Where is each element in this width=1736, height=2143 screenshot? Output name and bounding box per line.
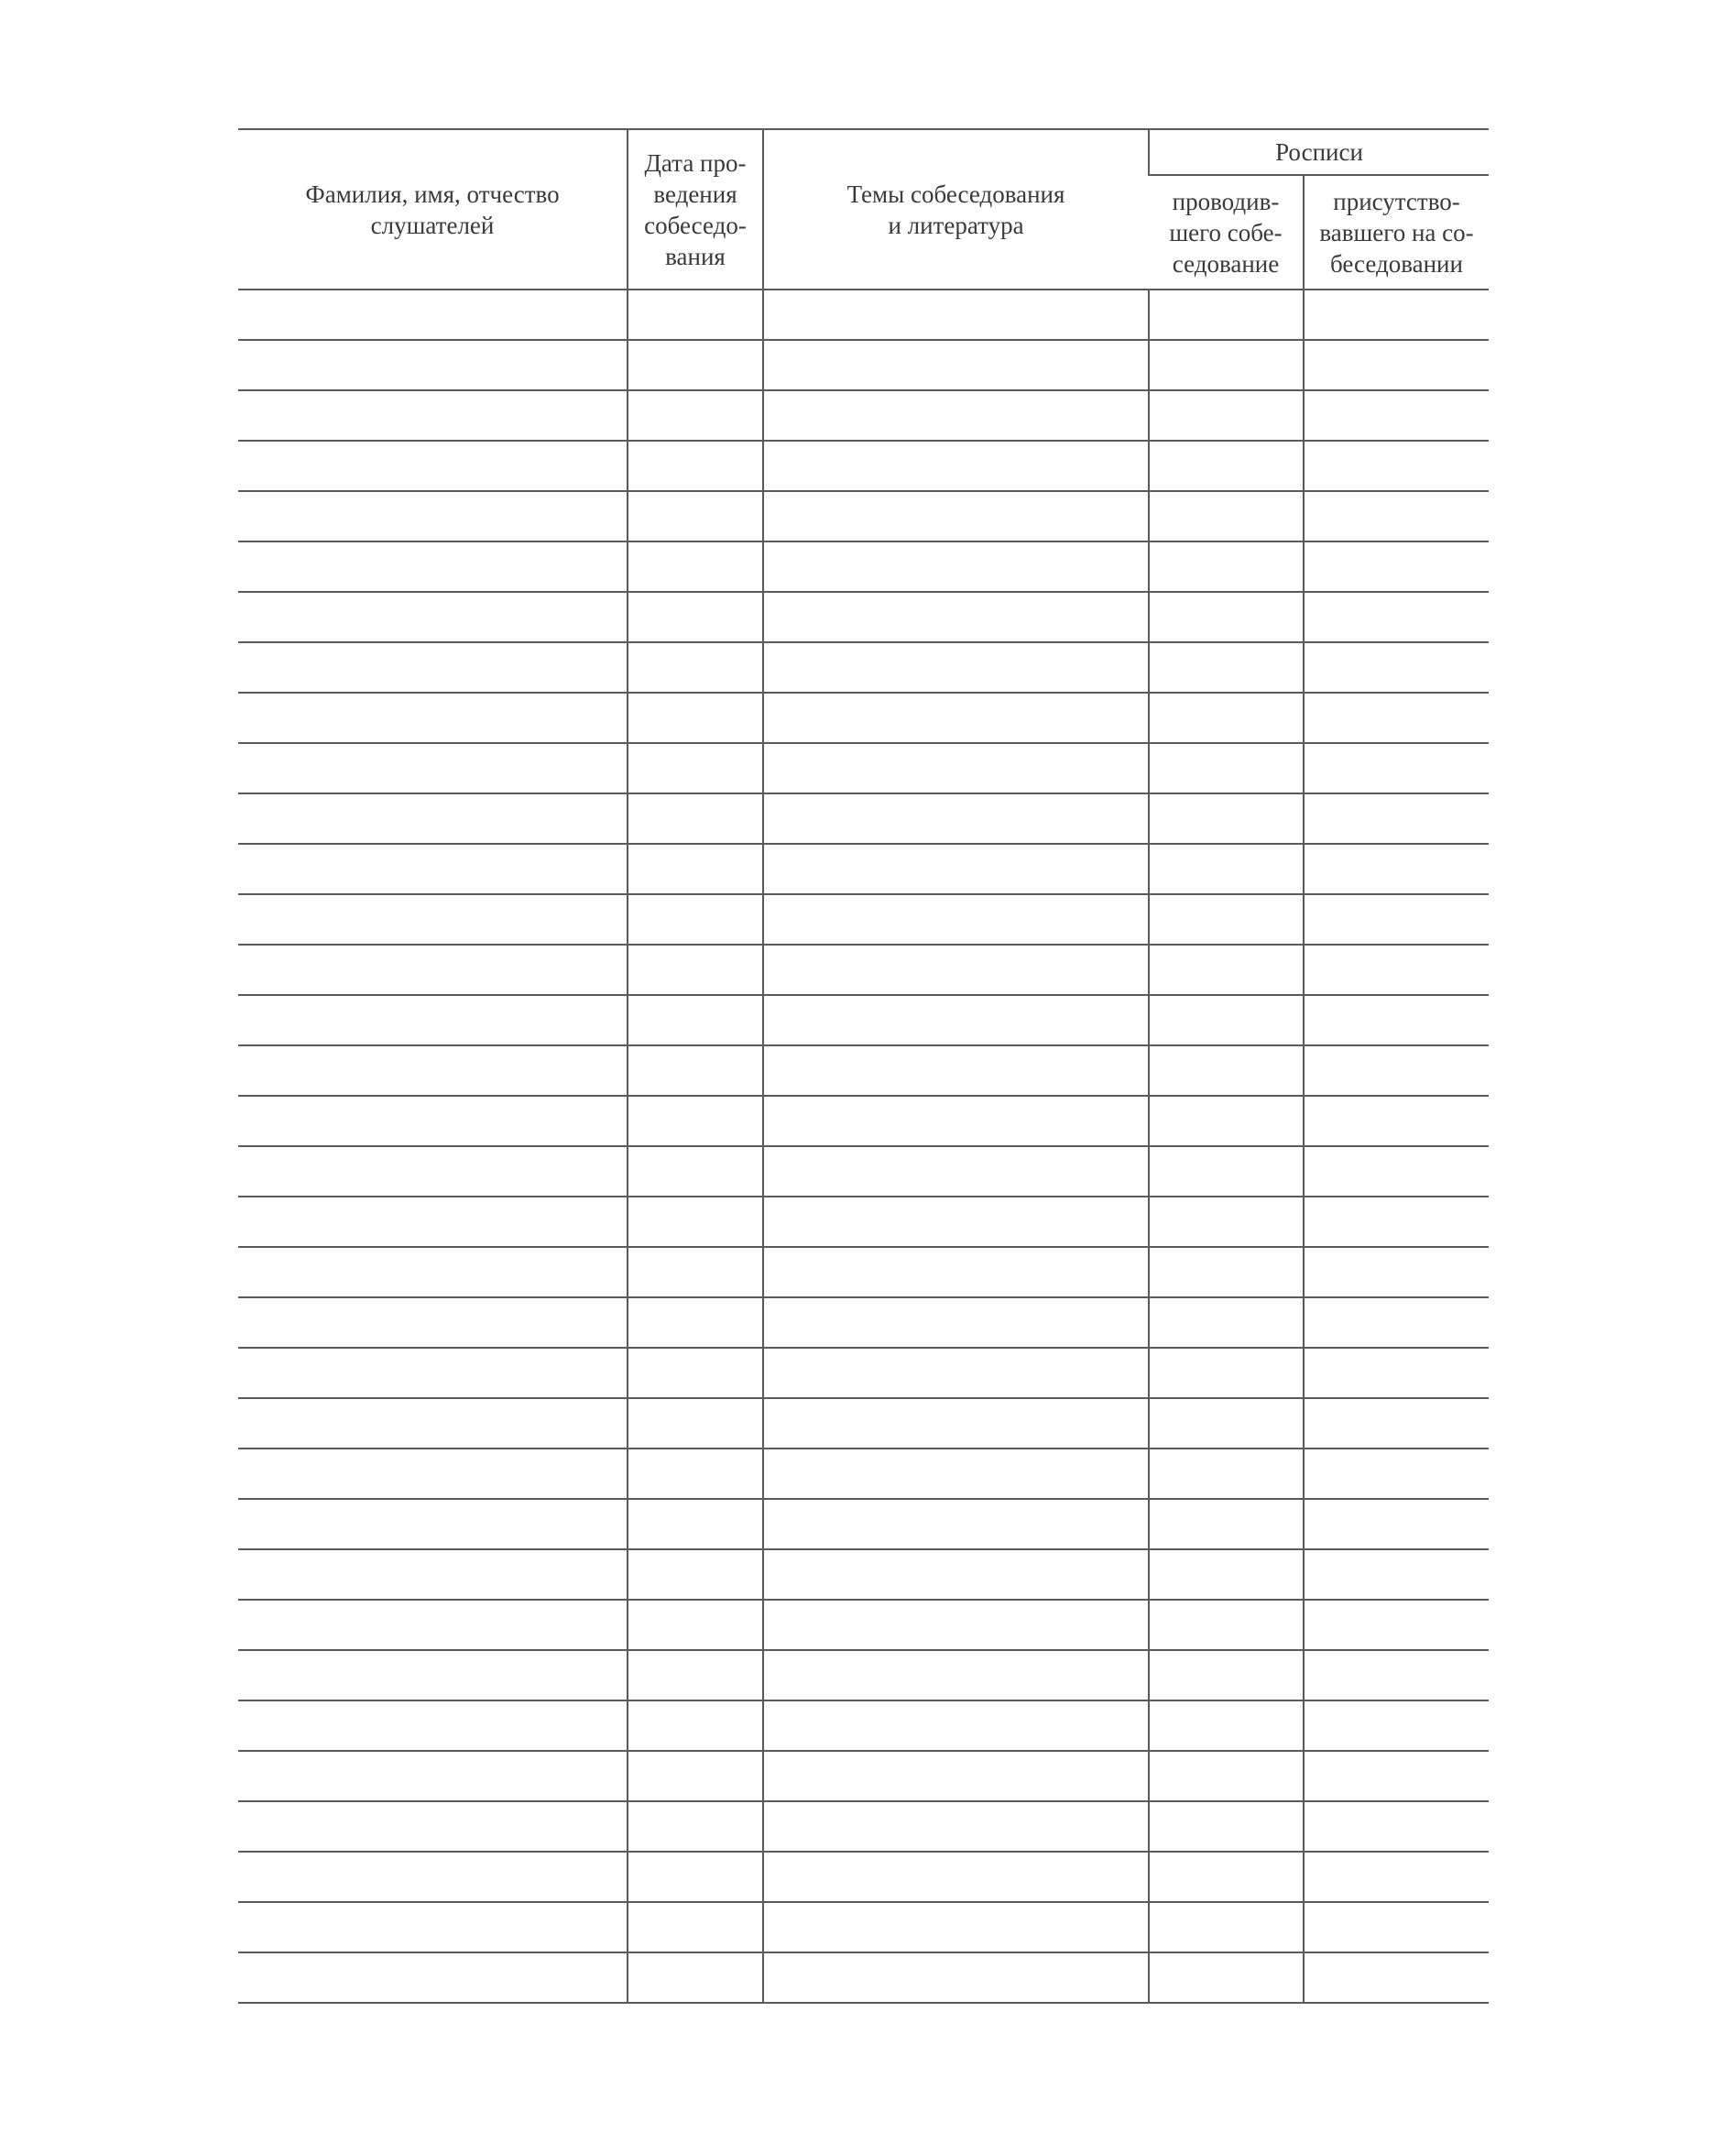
- attendee-signature-cell[interactable]: [1304, 1549, 1489, 1600]
- date-cell[interactable]: [628, 995, 763, 1045]
- date-cell[interactable]: [628, 1348, 763, 1398]
- table-row: [238, 340, 1489, 390]
- attendee-signature-cell[interactable]: [1304, 1197, 1489, 1247]
- attendee-signature-cell[interactable]: [1304, 290, 1489, 340]
- table-row: [238, 1650, 1489, 1700]
- table-row: [238, 390, 1489, 441]
- attendee-signature-cell[interactable]: [1304, 1751, 1489, 1801]
- table-row: [238, 1449, 1489, 1499]
- conductor-signature-cell[interactable]: [1149, 1398, 1304, 1449]
- conductor-signature-cell[interactable]: [1149, 1045, 1304, 1096]
- conductor-signature-cell[interactable]: [1149, 290, 1304, 340]
- header-signatures: Росписи: [1149, 129, 1489, 175]
- conductor-signature-cell[interactable]: [1149, 642, 1304, 693]
- date-cell[interactable]: [628, 1902, 763, 1952]
- attendee-signature-cell[interactable]: [1304, 642, 1489, 693]
- name-cell[interactable]: [238, 1499, 628, 1549]
- table-row: [238, 491, 1489, 541]
- table-row: [238, 743, 1489, 793]
- name-cell[interactable]: [238, 1398, 628, 1449]
- date-cell[interactable]: [628, 1801, 763, 1852]
- attendee-signature-cell[interactable]: [1304, 441, 1489, 491]
- topics-cell[interactable]: [763, 340, 1149, 390]
- conductor-signature-cell[interactable]: [1149, 1499, 1304, 1549]
- date-cell[interactable]: [628, 1549, 763, 1600]
- topics-cell[interactable]: [763, 1348, 1149, 1398]
- date-cell[interactable]: [628, 441, 763, 491]
- conductor-signature-cell[interactable]: [1149, 1146, 1304, 1197]
- name-cell[interactable]: [238, 441, 628, 491]
- header-topics-literature: Темы собеседования и литература: [763, 129, 1149, 290]
- date-cell[interactable]: [628, 290, 763, 340]
- date-cell[interactable]: [628, 1852, 763, 1902]
- conductor-signature-cell[interactable]: [1149, 1549, 1304, 1600]
- attendee-signature-cell[interactable]: [1304, 1297, 1489, 1348]
- attendee-signature-cell[interactable]: [1304, 743, 1489, 793]
- date-cell[interactable]: [628, 743, 763, 793]
- attendee-signature-cell[interactable]: [1304, 541, 1489, 592]
- name-cell[interactable]: [238, 995, 628, 1045]
- date-cell[interactable]: [628, 793, 763, 844]
- date-cell[interactable]: [628, 894, 763, 945]
- conductor-signature-cell[interactable]: [1149, 491, 1304, 541]
- table-row: [238, 441, 1489, 491]
- attendee-signature-cell[interactable]: [1304, 1902, 1489, 1952]
- conductor-signature-cell[interactable]: [1149, 1902, 1304, 1952]
- topics-cell[interactable]: [763, 1247, 1149, 1297]
- conductor-signature-cell[interactable]: [1149, 541, 1304, 592]
- table-row: [238, 1549, 1489, 1600]
- conductor-signature-cell[interactable]: [1149, 1650, 1304, 1700]
- conductor-signature-cell[interactable]: [1149, 945, 1304, 995]
- conductor-signature-cell[interactable]: [1149, 1852, 1304, 1902]
- topics-cell[interactable]: [763, 390, 1149, 441]
- conductor-signature-cell[interactable]: [1149, 1197, 1304, 1247]
- header-interview-date: Дата про- ведения собеседо- вания: [628, 129, 763, 290]
- attendee-signature-cell[interactable]: [1304, 1045, 1489, 1096]
- topics-cell[interactable]: [763, 541, 1149, 592]
- attendee-signature-cell[interactable]: [1304, 1650, 1489, 1700]
- conductor-signature-cell[interactable]: [1149, 1600, 1304, 1650]
- conductor-signature-cell[interactable]: [1149, 592, 1304, 642]
- table-row: [238, 1197, 1489, 1247]
- name-cell[interactable]: [238, 1801, 628, 1852]
- name-cell[interactable]: [238, 592, 628, 642]
- table-body: [238, 290, 1489, 2003]
- table-row: [238, 1499, 1489, 1549]
- table-row: [238, 844, 1489, 894]
- topics-cell[interactable]: [763, 1449, 1149, 1499]
- date-cell[interactable]: [628, 491, 763, 541]
- table-row: [238, 1247, 1489, 1297]
- table-row: [238, 1398, 1489, 1449]
- name-cell[interactable]: [238, 844, 628, 894]
- topics-cell[interactable]: [763, 1751, 1149, 1801]
- name-cell[interactable]: [238, 1751, 628, 1801]
- attendee-signature-cell[interactable]: [1304, 491, 1489, 541]
- conductor-signature-cell[interactable]: [1149, 793, 1304, 844]
- topics-cell[interactable]: [763, 844, 1149, 894]
- name-cell[interactable]: [238, 541, 628, 592]
- name-cell[interactable]: [238, 390, 628, 441]
- date-cell[interactable]: [628, 1751, 763, 1801]
- attendee-signature-cell[interactable]: [1304, 894, 1489, 945]
- table-row: [238, 290, 1489, 340]
- attendee-signature-cell[interactable]: [1304, 844, 1489, 894]
- attendee-signature-cell[interactable]: [1304, 1700, 1489, 1751]
- name-cell[interactable]: [238, 340, 628, 390]
- topics-cell[interactable]: [763, 290, 1149, 340]
- name-cell[interactable]: [238, 1197, 628, 1247]
- name-cell[interactable]: [238, 1852, 628, 1902]
- table-row: [238, 1952, 1489, 2003]
- topics-cell[interactable]: [763, 1045, 1149, 1096]
- name-cell[interactable]: [238, 1146, 628, 1197]
- attendee-signature-cell[interactable]: [1304, 1600, 1489, 1650]
- header-listener-name: Фамилия, имя, отчество слушателей: [238, 129, 628, 290]
- date-cell[interactable]: [628, 1700, 763, 1751]
- name-cell[interactable]: [238, 642, 628, 693]
- name-cell[interactable]: [238, 693, 628, 743]
- date-cell[interactable]: [628, 390, 763, 441]
- conductor-signature-cell[interactable]: [1149, 693, 1304, 743]
- date-cell[interactable]: [628, 1045, 763, 1096]
- conductor-signature-cell[interactable]: [1149, 1348, 1304, 1398]
- name-cell[interactable]: [238, 1700, 628, 1751]
- topics-cell[interactable]: [763, 945, 1149, 995]
- topics-cell[interactable]: [763, 642, 1149, 693]
- table-row: [238, 693, 1489, 743]
- name-cell[interactable]: [238, 1348, 628, 1398]
- topics-cell[interactable]: [763, 1902, 1149, 1952]
- date-cell[interactable]: [628, 693, 763, 743]
- attendee-signature-cell[interactable]: [1304, 1247, 1489, 1297]
- interview-record-table: [238, 128, 1489, 2004]
- table-row: [238, 1801, 1489, 1852]
- attendee-signature-cell[interactable]: [1304, 693, 1489, 743]
- topics-cell[interactable]: [763, 1146, 1149, 1197]
- name-cell[interactable]: [238, 945, 628, 995]
- topics-cell[interactable]: [763, 1700, 1149, 1751]
- header-signature-attendee: присутство- вавшего на со- беседовании: [1304, 175, 1489, 290]
- conductor-signature-cell[interactable]: [1149, 1801, 1304, 1852]
- name-cell[interactable]: [238, 1449, 628, 1499]
- attendee-signature-cell[interactable]: [1304, 1852, 1489, 1902]
- name-cell[interactable]: [238, 491, 628, 541]
- name-cell[interactable]: [238, 1045, 628, 1096]
- attendee-signature-cell[interactable]: [1304, 1952, 1489, 2003]
- table-row: [238, 1045, 1489, 1096]
- conductor-signature-cell[interactable]: [1149, 1751, 1304, 1801]
- conductor-signature-cell[interactable]: [1149, 390, 1304, 441]
- topics-cell[interactable]: [763, 592, 1149, 642]
- conductor-signature-cell[interactable]: [1149, 995, 1304, 1045]
- attendee-signature-cell[interactable]: [1304, 1146, 1489, 1197]
- conductor-signature-cell[interactable]: [1149, 1247, 1304, 1297]
- attendee-signature-cell[interactable]: [1304, 390, 1489, 441]
- topics-cell[interactable]: [763, 1499, 1149, 1549]
- date-cell[interactable]: [628, 1096, 763, 1146]
- date-cell[interactable]: [628, 1499, 763, 1549]
- table-row: [238, 793, 1489, 844]
- date-cell[interactable]: [628, 1449, 763, 1499]
- attendee-signature-cell[interactable]: [1304, 1398, 1489, 1449]
- topics-cell[interactable]: [763, 793, 1149, 844]
- conductor-signature-cell[interactable]: [1149, 743, 1304, 793]
- attendee-signature-cell[interactable]: [1304, 945, 1489, 995]
- attendee-signature-cell[interactable]: [1304, 793, 1489, 844]
- table-row: [238, 945, 1489, 995]
- name-cell[interactable]: [238, 1549, 628, 1600]
- attendee-signature-cell[interactable]: [1304, 1499, 1489, 1549]
- topics-cell[interactable]: [763, 1297, 1149, 1348]
- table-row: [238, 1096, 1489, 1146]
- attendee-signature-cell[interactable]: [1304, 1449, 1489, 1499]
- date-cell[interactable]: [628, 592, 763, 642]
- table-row: [238, 1146, 1489, 1197]
- table-row: [238, 995, 1489, 1045]
- date-cell[interactable]: [628, 1197, 763, 1247]
- name-cell[interactable]: [238, 894, 628, 945]
- date-cell[interactable]: [628, 1398, 763, 1449]
- conductor-signature-cell[interactable]: [1149, 1297, 1304, 1348]
- topics-cell[interactable]: [763, 693, 1149, 743]
- date-cell[interactable]: [628, 541, 763, 592]
- table-row: [238, 1297, 1489, 1348]
- name-cell[interactable]: [238, 1247, 628, 1297]
- topics-cell[interactable]: [763, 1650, 1149, 1700]
- topics-cell[interactable]: [763, 743, 1149, 793]
- table-row: [238, 592, 1489, 642]
- date-cell[interactable]: [628, 1600, 763, 1650]
- attendee-signature-cell[interactable]: [1304, 1801, 1489, 1852]
- table-row: [238, 1348, 1489, 1398]
- date-cell[interactable]: [628, 844, 763, 894]
- topics-cell[interactable]: [763, 995, 1149, 1045]
- attendee-signature-cell[interactable]: [1304, 995, 1489, 1045]
- attendee-signature-cell[interactable]: [1304, 340, 1489, 390]
- date-cell[interactable]: [628, 340, 763, 390]
- conductor-signature-cell[interactable]: [1149, 1700, 1304, 1751]
- name-cell[interactable]: [238, 1952, 628, 2003]
- attendee-signature-cell[interactable]: [1304, 1348, 1489, 1398]
- table-row: [238, 894, 1489, 945]
- conductor-signature-cell[interactable]: [1149, 844, 1304, 894]
- conductor-signature-cell[interactable]: [1149, 340, 1304, 390]
- table-row: [238, 1600, 1489, 1650]
- topics-cell[interactable]: [763, 1801, 1149, 1852]
- topics-cell[interactable]: [763, 1852, 1149, 1902]
- topics-cell[interactable]: [763, 1197, 1149, 1247]
- name-cell[interactable]: [238, 1902, 628, 1952]
- header-signature-conductor: проводив- шего собе- седование: [1149, 175, 1304, 290]
- name-cell[interactable]: [238, 1600, 628, 1650]
- date-cell[interactable]: [628, 1247, 763, 1297]
- date-cell[interactable]: [628, 1297, 763, 1348]
- date-cell[interactable]: [628, 642, 763, 693]
- conductor-signature-cell[interactable]: [1149, 441, 1304, 491]
- table-row: [238, 1902, 1489, 1952]
- name-cell[interactable]: [238, 793, 628, 844]
- name-cell[interactable]: [238, 743, 628, 793]
- table-row: [238, 1852, 1489, 1902]
- conductor-signature-cell[interactable]: [1149, 1952, 1304, 2003]
- date-cell[interactable]: [628, 1650, 763, 1700]
- topics-cell[interactable]: [763, 491, 1149, 541]
- attendee-signature-cell[interactable]: [1304, 592, 1489, 642]
- name-cell[interactable]: [238, 1297, 628, 1348]
- date-cell[interactable]: [628, 1952, 763, 2003]
- topics-cell[interactable]: [763, 1952, 1149, 2003]
- table-row: [238, 541, 1489, 592]
- topics-cell[interactable]: [763, 894, 1149, 945]
- conductor-signature-cell[interactable]: [1149, 1096, 1304, 1146]
- name-cell[interactable]: [238, 290, 628, 340]
- topics-cell[interactable]: [763, 1600, 1149, 1650]
- topics-cell[interactable]: [763, 1549, 1149, 1600]
- topics-cell[interactable]: [763, 1096, 1149, 1146]
- date-cell[interactable]: [628, 1146, 763, 1197]
- table-row: [238, 642, 1489, 693]
- conductor-signature-cell[interactable]: [1149, 1449, 1304, 1499]
- topics-cell[interactable]: [763, 441, 1149, 491]
- name-cell[interactable]: [238, 1650, 628, 1700]
- table-row: [238, 1751, 1489, 1801]
- name-cell[interactable]: [238, 1096, 628, 1146]
- topics-cell[interactable]: [763, 1398, 1149, 1449]
- conductor-signature-cell[interactable]: [1149, 894, 1304, 945]
- attendee-signature-cell[interactable]: [1304, 1096, 1489, 1146]
- date-cell[interactable]: [628, 945, 763, 995]
- table-row: [238, 1700, 1489, 1751]
